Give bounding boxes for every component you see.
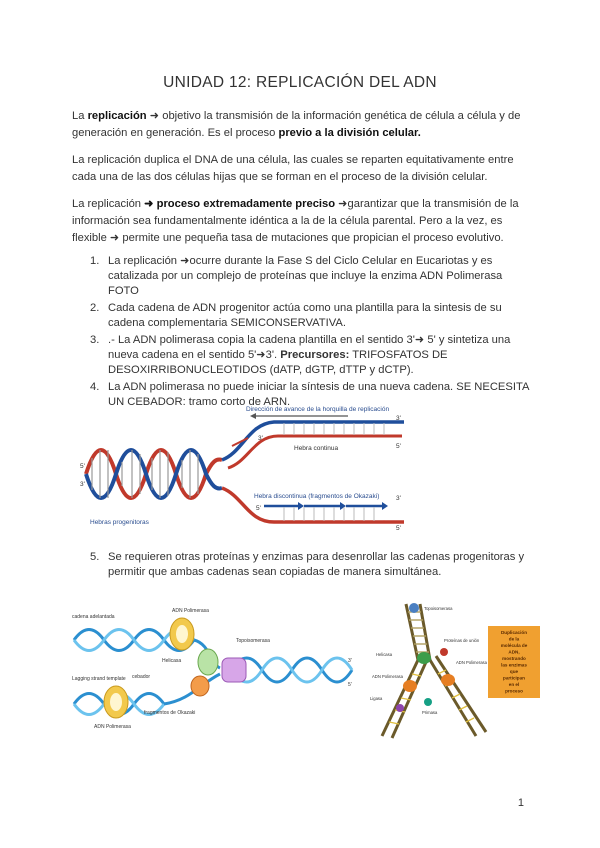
lower-rungs <box>284 507 374 521</box>
list-text: TRIFOSFATOS DE DESOXIRRIBONUCLEOTIDOS (dATP, dGTP, dTTP y dCTP). <box>108 349 448 376</box>
label-discontinua: Hebra discontinua (fragmentos de Okazaki) <box>254 493 380 500</box>
topoisomerase <box>222 658 246 682</box>
caption-line: participan <box>503 675 525 681</box>
label-primasa: Primasa <box>422 710 438 715</box>
label-direccion: Dirección de avance de la horquilla de replicación <box>246 406 390 413</box>
direction-arrowhead <box>250 413 256 419</box>
dna-polymerase-top-core <box>176 625 188 643</box>
bold-term: previo a la división celular. <box>278 127 421 139</box>
paragraph-replicacion <box>72 108 532 142</box>
upper-rungs <box>284 423 384 435</box>
binding-protein-blob <box>440 648 448 656</box>
caption-line: molécula de <box>500 643 528 648</box>
label-helicasa: Helicasa <box>376 652 393 657</box>
text: La replicación <box>72 198 145 210</box>
list-item <box>90 333 532 378</box>
right-arm <box>430 656 486 736</box>
enzyme-replication-figure <box>366 600 546 740</box>
list-item <box>90 301 532 331</box>
end-label: 5' <box>396 525 401 532</box>
paragraph-precision <box>72 196 532 247</box>
label-topoisomerasa: Topoisomerasa <box>236 638 270 644</box>
ligase-blob <box>396 704 404 712</box>
label-helicasa: Helicasa <box>162 658 182 664</box>
leading-new-strand <box>228 436 402 468</box>
end-label: 5' <box>80 463 85 470</box>
label-continua: Hebra continua <box>294 445 339 452</box>
bold-term: Precursores: <box>280 349 350 361</box>
list-text: La replicación ➜ocurre durante la Fase S del Ciclo Celular en Eucariotas y es catalizada por un complejo de proteínas que incluye la enzima ADN Polimerasa FOTO <box>108 255 503 297</box>
caption-line: mostrando <box>502 656 526 661</box>
primase-blob <box>424 698 432 706</box>
label-adn-polimerasa-2: ADN Polimerasa <box>456 660 487 665</box>
text: ➜garantizar que la transmisión de la información sea fundamentalmente idéntica a la de la célula parental. Pero a la vez, es flexible ➜ permite une pequeña tasa de mutaciones que propician el proceso evolutivo. <box>72 198 519 244</box>
caption-line: proceso <box>505 688 523 694</box>
replisome-figure <box>70 604 360 734</box>
label-progenitoras: Hebras progenitoras <box>90 519 149 526</box>
list-text: .- La ADN polimerasa copia la cadena plantilla en el sentido 3'➜ 5' y sintetiza una nueva cadena en el sentido 5'➜3'. <box>108 334 511 361</box>
caption-line: de la <box>508 636 520 642</box>
end-label: 3' <box>258 435 263 442</box>
numbered-list <box>90 254 532 412</box>
end-label: 5' <box>396 443 401 450</box>
caption-line: las enzimas <box>501 662 527 668</box>
label-adn-polimerasa: ADN Polimerasa <box>172 608 209 614</box>
parental-helix-2 <box>230 658 352 682</box>
bold-term: replicación <box>87 110 147 122</box>
list-number: 4. <box>90 381 100 393</box>
list-item <box>90 550 532 580</box>
text: La <box>72 110 88 122</box>
list-text: La ADN polimerasa no puede iniciar la síntesis de una nueva cadena. SE NECESITA UN CEBADOR: tramo corto de ARN. <box>108 381 529 408</box>
end-label: 5' <box>348 682 352 688</box>
helicase <box>198 649 218 675</box>
upper-template-strand <box>222 422 404 460</box>
dna-polymerase-bottom-core <box>110 693 122 711</box>
caption-line: en el <box>508 682 520 687</box>
end-label: 3' <box>80 481 85 488</box>
end-label: 3' <box>396 495 401 502</box>
replication-fork-figure <box>78 402 412 532</box>
list-text: Se requieren otras proteínas y enzimas para desenrollar las cadenas progenitoras y permitir que ambas cadenas sean copiadas de manera simultánea. <box>108 551 525 578</box>
numbered-list-continued <box>90 550 532 582</box>
list-text: Cada cadena de ADN progenitor actúa como una plantilla para la sintesis de su cadena complementaria SEMICONSERVATIVA. <box>108 302 502 329</box>
label-ligasa: Ligasa <box>370 696 383 701</box>
label-adn-polimerasa-1: ADN Polimerasa <box>372 674 403 679</box>
page-title: UNIDAD 12: REPLICACIÓN DEL ADN <box>163 74 437 91</box>
label-fragmentos: fragmentos de Okazaki <box>144 710 196 716</box>
caption-line: Duplicación <box>500 630 528 635</box>
end-label: 3' <box>396 415 401 422</box>
label-adn-polimerasa-bottom: ADN Polimerasa <box>94 724 131 730</box>
topoisomerase-blob <box>409 603 419 613</box>
text: ➜ objetivo la transmisión de la información genética de célula a célula y de generación en generación. Es el proceso <box>72 110 521 139</box>
caption-line: ADN, <box>508 649 520 655</box>
end-label: 5' <box>256 505 261 512</box>
polymerase-blob-right <box>441 674 455 686</box>
end-label: 3' <box>348 658 352 664</box>
bold-term: ➜ proceso extremadamente preciso <box>144 198 336 210</box>
list-number: 3. <box>90 334 100 346</box>
primase <box>191 676 209 696</box>
page-number: 1 <box>517 797 524 809</box>
label-topoisomerasa: Topoisomerasa <box>424 606 453 611</box>
label-lagging: Lagging strand template <box>72 676 126 682</box>
list-number: 1. <box>90 255 100 267</box>
paragraph-duplicacion: La replicación duplica el DNA de una célula, las cuales se reparten equitativamente entre cada una de las dos células hijas que se forman en el proceso de la división celular. <box>72 154 514 183</box>
caption-line: que <box>509 669 519 674</box>
list-number: 2. <box>90 302 100 314</box>
label-proteinas: Proteínas de unión <box>444 638 480 643</box>
polymerase-blob-left <box>403 680 417 692</box>
label-cadena-adelantada: cadena adelantada <box>72 614 115 620</box>
helicase-blob <box>417 652 431 664</box>
list-number: 5. <box>90 551 100 563</box>
label-cebador: cebador <box>132 674 151 680</box>
list-item <box>90 254 532 299</box>
